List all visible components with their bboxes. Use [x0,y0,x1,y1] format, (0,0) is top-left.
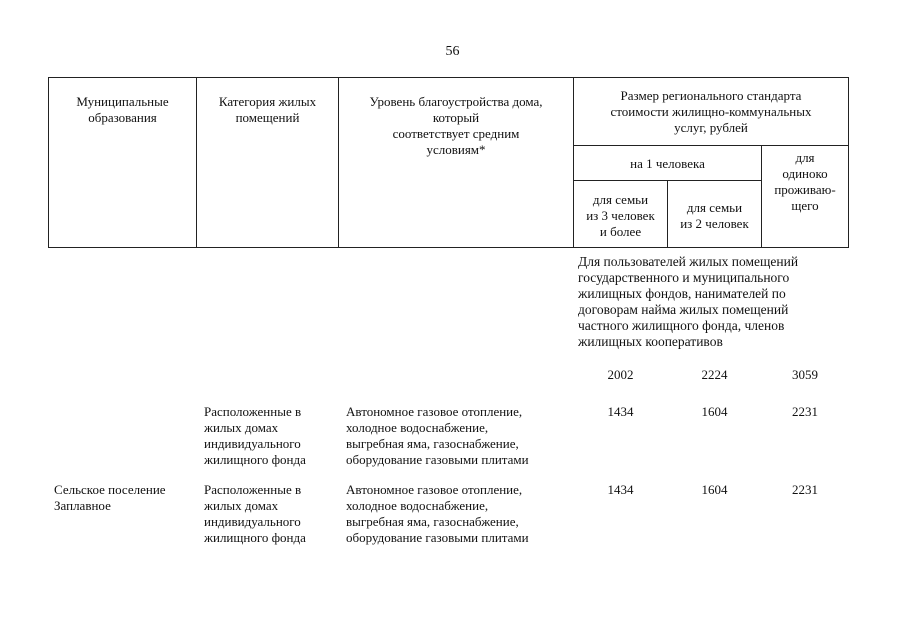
row-single: 2231 [792,404,818,419]
standard-divider [573,145,849,146]
row-single: 2231 [792,482,818,497]
header-family3: для семьи из 3 человек и более [586,192,655,239]
page-number: 56 [445,44,460,59]
row-amenities: Автономное газовое отопление, холодное водоснабжение, выгребная яма, газоснабжение, оборудование газовыми плитами [346,404,529,467]
row-category: Расположенные в жилых домах индивидуального жилищного фонда [204,482,306,545]
row-family2: 1604 [701,404,728,419]
section-note: Для пользователей жилых помещений государственного и муниципального жилищных фондов, нанимателей по договорам найма жилых помещений частного жилищного фонда, членов жилищных кооперативов [578,254,799,349]
row-category: Расположенные в жилых домах индивидуального жилищного фонда [204,404,306,467]
summary-family2: 2224 [701,367,728,382]
row-family3: 1434 [607,482,634,497]
table-bottom-border [48,247,849,248]
summary-single: 3059 [792,367,818,382]
row-municipality: Сельское поселение Заплавное [54,482,166,513]
header-per-person: на 1 человека [630,156,705,171]
summary-family3: 2002 [607,367,634,382]
row-family3: 1434 [607,404,634,419]
table-top-border [48,77,849,78]
table-right-border [848,77,849,248]
header-amenities: Уровень благоустройства дома, который соответствует средним условиям* [369,94,543,157]
header-family2: для семьи из 2 человек [680,200,749,231]
header-single: для одиноко проживаю- щего [774,150,836,213]
row-family2: 1604 [701,482,728,497]
row-amenities: Автономное газовое отопление, холодное водоснабжение, выгребная яма, газоснабжение, оборудование газовыми плитами [346,482,529,545]
header-standard: Размер регионального стандарта стоимости жилищно-коммунальных услуг, рублей [610,88,812,135]
header-municipality: Муниципальные образования [76,94,169,125]
header-category: Категория жилых помещений [218,94,317,125]
